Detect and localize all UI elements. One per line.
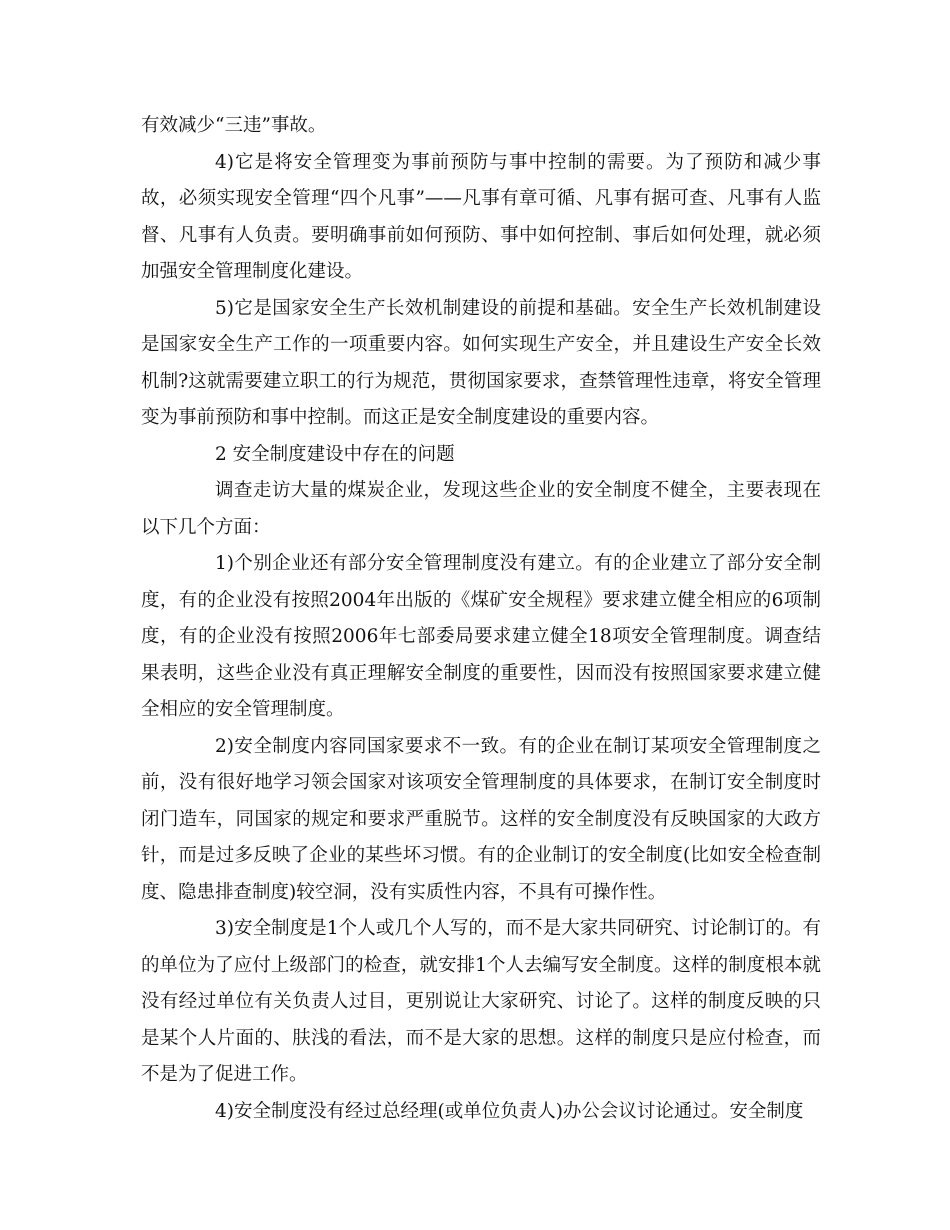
section-heading-2: 2 安全制度建设中存在的问题 [215,443,455,465]
paragraph-problem-1: 1)个别企业还有部分安全管理制度没有建立。有的企业建立了部分安全制度，有的企业没有按照2004年出版的《煤矿安全规程》要求建立健全相应的6项制度，有的企业没有按照2006年七部委局要求建立健全18项安全管理制度。调查结果表明，这些企业没有真正理解安全制度的重要性，因而没有按照国家要求建立健全相应的安全管理制度。 [141,553,821,720]
paragraph-problem-3: 3)安全制度是1个人或几个人写的，而不是大家共同研究、讨论制订的。有的单位为了应付上级部门的检查，就安排1个人去编写安全制度。这样的制度根本就没有经过单位有关负责人过目，更别说让大家研究、讨论了。这样的制度反映的只是某个人片面的、肤浅的看法，而不是大家的思想。这样的制度只是应付检查，而不是为了促进工作。 [141,918,821,1085]
paragraph-continuation: 有效减少“三违”事故。 [141,115,327,136]
paragraph-problem-4: 4)安全制度没有经过总经理(或单位负责人)办公会议讨论通过。安全制度 [215,1100,804,1122]
paragraph-point-4-prevention: 4)它是将安全管理变为事前预防与事中控制的需要。为了预防和减少事故，必须实现安全管理“四个凡事”——凡事有章可循、凡事有据可查、凡事有人监督、凡事有人负责。要明确事前如何预防、事中如何控制、事后如何处理，就必须加强安全管理制度化建设。 [141,151,821,282]
paragraph-survey-intro: 调查走访大量的煤炭企业，发现这些企业的安全制度不健全，主要表现在以下几个方面： [141,480,821,538]
paragraph-point-5-mechanism: 5)它是国家安全生产长效机制建设的前提和基础。安全生产长效机制建设是国家安全生产工作的一项重要内容。如何实现生产安全，并且建设生产安全长效机制?这就需要建立职工的行为规范，贯彻国家要求，查禁管理性违章，将安全管理变为事前预防和事中控制。而这正是安全制度建设的重要内容。 [141,297,821,428]
paragraph-problem-2: 2)安全制度内容同国家要求不一致。有的企业在制订某项安全管理制度之前，没有很好地学习领会国家对该项安全管理制度的具体要求，在制订安全制度时闭门造车，同国家的规定和要求严重脱节。这样的安全制度没有反映国家的大政方针，而是过多反映了企业的某些坏习惯。有的企业制订的安全制度(比如安全检查制度、隐患排查制度)较空洞，没有实质性内容，不具有可操作性。 [141,735,821,903]
document-body [141,108,821,1130]
